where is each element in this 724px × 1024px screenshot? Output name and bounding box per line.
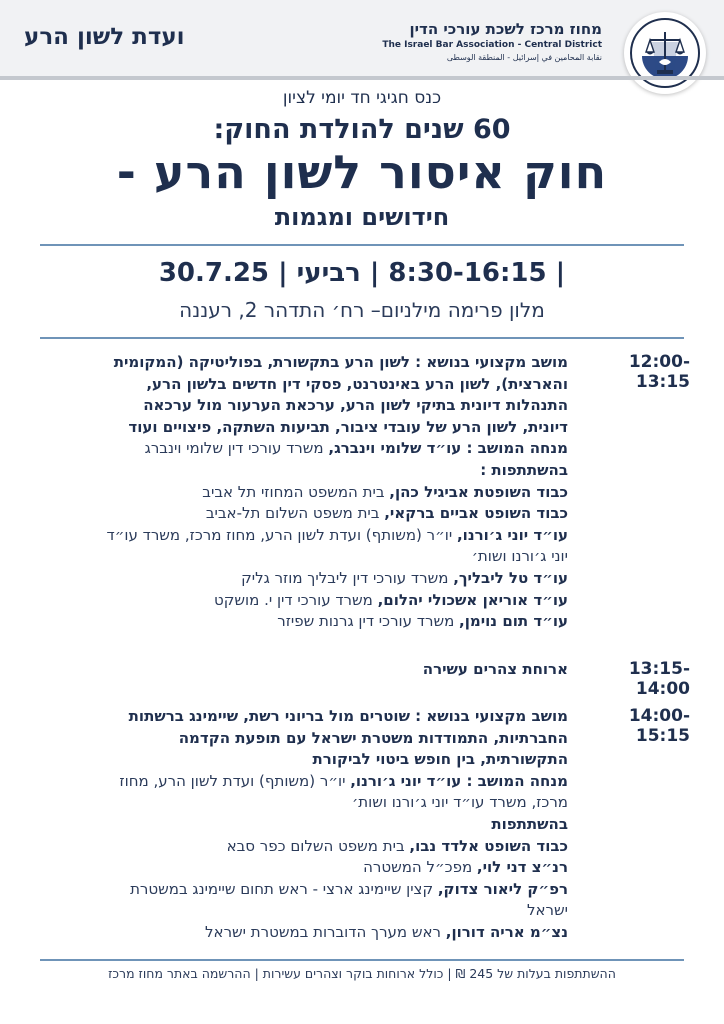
event-date-time: | 8:30-16:15 | רביעי | 30.7.25 — [158, 258, 566, 288]
session-line — [48, 900, 568, 922]
session-line-bold: כבוד השופט אלדד נבו, — [409, 836, 568, 855]
session-line — [48, 836, 568, 858]
session-line-bold: מנחה המושב : עו״ד שלומי וינברג, — [328, 439, 568, 458]
session-line-text: יו״ר (משותף) ועדת לשון הרע, מחוז מרכז, משרד עו״ד — [106, 525, 457, 544]
session-line — [48, 814, 568, 836]
session-line-text: משרד עורכי דין ליבליך מוזר גליק — [241, 568, 454, 587]
session-line — [48, 374, 568, 396]
session-line — [48, 857, 568, 879]
session-line-text: בית משפט השלום כפר סבא — [226, 836, 410, 855]
session-line-text: ישראל — [526, 901, 568, 920]
session-line — [48, 611, 568, 633]
session-line-bold: דיונית, לשון הרע של עובדי ציבור, תביעות השתקה, פיצויים ועוד — [128, 417, 568, 436]
session-line-bold: נצ״מ אריה דורון, — [445, 922, 568, 941]
session-time: 14:00-15:15 — [628, 706, 690, 746]
registration-footer: ההשתתפות בעלות של 245 ₪ | כולל ארוחות בוקר וצהרים עשירות | ההרשמה באתר מחוז מרכז — [108, 966, 616, 981]
session-line — [48, 771, 568, 793]
session-time: 12:00-13:15 — [628, 352, 690, 392]
session-line-text: מפכ״ל המשטרה — [363, 858, 477, 877]
divider-top — [40, 244, 684, 246]
session-line — [48, 706, 568, 728]
session-line — [48, 922, 568, 944]
scales-of-justice-icon — [624, 12, 706, 94]
session-line — [48, 503, 568, 525]
session-line-bold: כבוד השופט אביים ברקאי, — [384, 504, 568, 523]
session-line-bold: עו״ד טל ליבליך, — [453, 568, 568, 587]
session-line-text: משרד עורכי דין גרנות שפיזר — [277, 612, 460, 631]
session-line — [48, 395, 568, 417]
session-line — [48, 482, 568, 504]
session-line — [48, 525, 568, 547]
session-line-text: משרד עורכי דין שלומי וינברג — [144, 439, 329, 458]
session-line-bold: התקשורתית, בין חופש ביטוי לביקורת — [312, 750, 568, 769]
session-line — [48, 728, 568, 750]
session-details — [48, 659, 568, 681]
org-arabic-name: نقابة المحامين في إسرائيل - المنطقة الوسطى — [446, 53, 602, 62]
session-line-text: בית משפט השלום תל-אביב — [205, 504, 385, 523]
event-pretitle: כנס חגיגי חד יומי לציון — [282, 88, 442, 108]
session-line — [48, 417, 568, 439]
divider-venue — [40, 337, 684, 339]
session-line — [48, 352, 568, 374]
committee-name: ועדת לשון הרע — [24, 24, 185, 50]
session-line-text: משרד עורכי דין י. מושקט — [214, 590, 378, 609]
org-hebrew-name: מחוז מרכז לשכת עורכי הדין — [409, 20, 602, 38]
session-line-bold: בהשתתפות : — [480, 460, 568, 479]
session-line-text: מרכז, משרד עו״ד יוני ג׳ורנו ושות׳ — [352, 793, 568, 812]
event-venue: מלון פרימה מילניום– רח׳ התדהר 2, רעננה — [179, 298, 545, 322]
session-line — [48, 879, 568, 901]
session-line — [48, 460, 568, 482]
session-line — [48, 659, 568, 681]
event-subtitle: חידושים ומגמות — [274, 203, 450, 231]
session-line-bold: מושב מקצועי בנושא : שוטרים מול בריוני רשת, שיימינג ברשתות — [128, 707, 568, 725]
session-line-bold: מושב מקצועי בנושא : לשון הרע בתקשורת, בפוליטיקה (המקומית — [113, 353, 568, 371]
session-line-bold: בהשתתפות — [491, 814, 568, 833]
session-line-text: יוני ג׳ורנו ושות׳ — [471, 547, 568, 566]
session-line-text: יו״ר (משותף) ועדת לשון הרע, מחוז — [119, 771, 351, 790]
session-line-bold: רפ״ק ליאור צדוק, — [437, 879, 568, 898]
session-details — [48, 706, 568, 944]
session-line-bold: והארצית), לשון הרע באינטרנט, פסקי דין חדשים בלשון הרע, — [146, 374, 568, 393]
session-line-bold: עו״ד תום נוימן, — [459, 612, 568, 631]
header-bar — [0, 0, 724, 80]
session-line — [48, 438, 568, 460]
session-line-bold: החברתיות, התמודדות משטרת ישראל עם תופעת הקדמה — [178, 728, 568, 747]
session-line-bold: התנהלות דיונית בתיקי לשון הרע, ערכאת הערעור מול ערכאה — [143, 396, 568, 415]
bar-association-logo — [624, 12, 706, 94]
session-line-bold: ארוחת צהרים עשירה — [422, 660, 568, 678]
event-title-line1: 60 שנים להולדת החוק: — [213, 114, 511, 145]
session-line-bold: עו״ד יוני ג׳ורנו, — [456, 525, 568, 544]
event-title-main: חוק איסור לשון הרע - — [116, 145, 608, 199]
session-line-bold: רנ״צ דני לוי, — [476, 858, 568, 877]
session-details — [48, 352, 568, 633]
session-line-bold: עו״ד אוריאן אשכולי יהלום, — [377, 590, 568, 609]
session-line-bold: מנחה המושב : עו״ד יוני ג׳ורנו, — [350, 771, 568, 790]
session-line — [48, 568, 568, 590]
session-line — [48, 792, 568, 814]
session-line-text: בית המשפט המחוזי תל אביב — [202, 482, 390, 501]
divider-bottom — [40, 959, 684, 961]
session-line-text: ראש מערך הדוברות במשטרת ישראל — [205, 922, 446, 941]
session-line — [48, 749, 568, 771]
session-time: 13:15-14:00 — [628, 659, 690, 699]
session-line-text: קצין שיימינג ארצי - ראש תחום שיימינג במשטרת — [130, 879, 438, 898]
session-line-bold: כבוד השופטת אביגיל כהן, — [389, 482, 568, 501]
org-english-name: The Israel Bar Association - Central District — [382, 40, 602, 50]
session-line — [48, 546, 568, 568]
organization-block — [382, 20, 602, 63]
session-line — [48, 590, 568, 612]
